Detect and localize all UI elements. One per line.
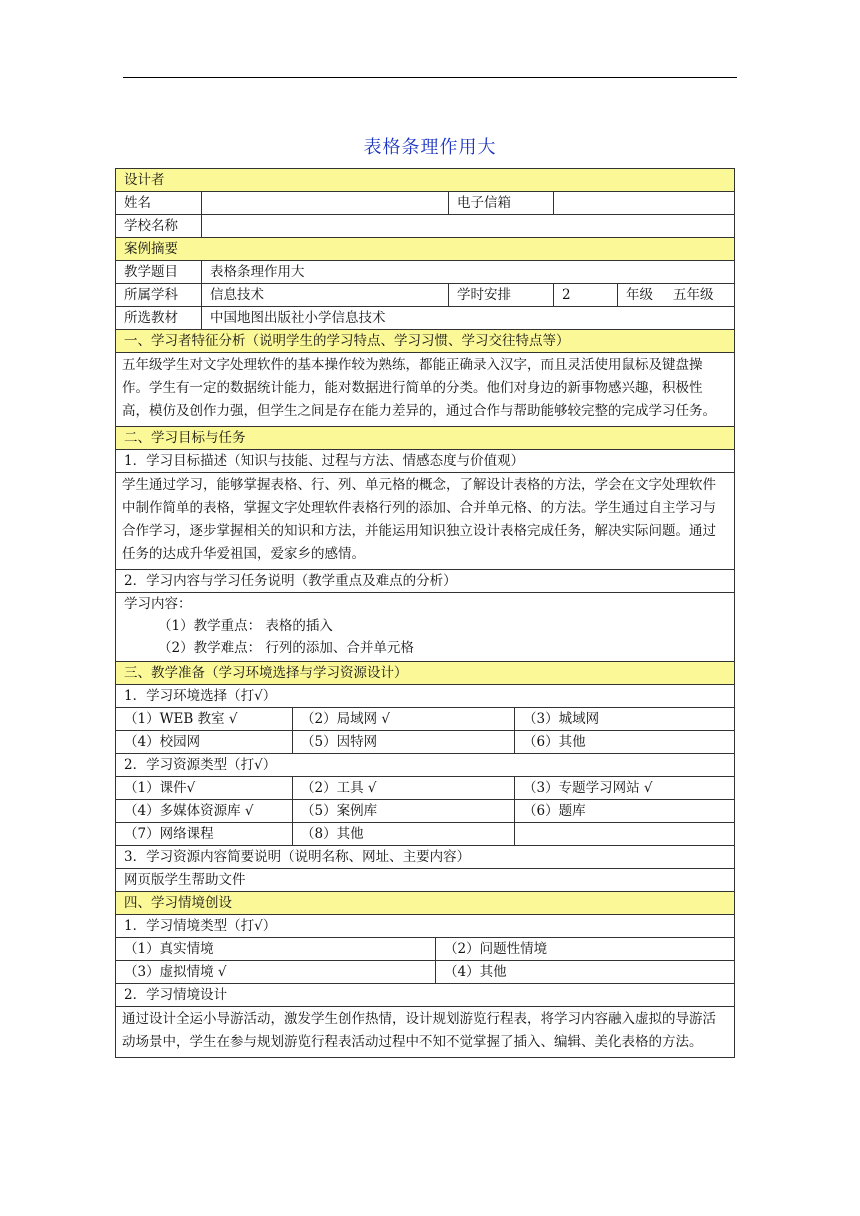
name-value[interactable] bbox=[202, 192, 449, 215]
designer-section: 设计者 bbox=[116, 169, 735, 192]
topic-label: 教学题目 bbox=[116, 261, 202, 284]
email-label: 电子信箱 bbox=[449, 192, 554, 215]
summary-section: 案例摘要 bbox=[116, 238, 735, 261]
env-heading: 1．学习环境选择（打√） bbox=[116, 685, 735, 708]
situation-option: （1）真实情境 bbox=[116, 938, 436, 961]
name-label: 姓名 bbox=[116, 192, 202, 215]
situation-table bbox=[115, 938, 735, 1058]
res-option: （3）专题学习网站 √ bbox=[515, 777, 735, 800]
prep-heading: 三、教学准备（学习环境选择与学习资源设计） bbox=[116, 662, 735, 685]
situation-design-text: 通过设计全运小导游活动，激发学生创作热情，设计规划游览行程表，将学习内容融入虚拟的导游活动场景中，学生在参与规划游览行程表活动过程中不知不觉掌握了插入、编辑、美化表格的方法。 bbox=[116, 1007, 735, 1058]
textbook-label: 所选教材 bbox=[116, 307, 202, 330]
situation-option: （4）其他 bbox=[436, 961, 735, 984]
subject-label: 所属学科 bbox=[116, 284, 202, 307]
grade-value: 五年级 bbox=[673, 287, 714, 303]
res-option: （1）课件√ bbox=[116, 777, 293, 800]
res-option bbox=[515, 823, 735, 846]
school-label: 学校名称 bbox=[116, 215, 202, 238]
res-option: （2）工具 √ bbox=[293, 777, 515, 800]
res-option: （4）多媒体资源库 √ bbox=[116, 800, 293, 823]
learner-text: 五年级学生对文字处理软件的基本操作较为熟练，都能正确录入汉字，而且灵活使用鼠标及键盘操作。学生有一定的数据统计能力，能对数据进行简单的分类。他们对身边的新事物感兴趣，积极性高，模仿及创作力强，但学生之间是存在能力差异的，通过合作与帮助能够较完整的完成学习任务。 bbox=[116, 353, 735, 427]
res-option: （6）题库 bbox=[515, 800, 735, 823]
header-rule bbox=[123, 77, 737, 78]
subject-value: 信息技术 bbox=[202, 284, 449, 307]
topic-value: 表格条理作用大 bbox=[202, 261, 735, 284]
desc-text: 网页版学生帮助文件 bbox=[116, 869, 735, 892]
info-table bbox=[115, 168, 735, 708]
env-option: （2）局域网 √ bbox=[293, 708, 515, 731]
env-option: （5）因特网 bbox=[293, 731, 515, 754]
key-point: （1）教学重点： 表格的插入 bbox=[158, 618, 333, 634]
situation-heading: 四、学习情境创设 bbox=[116, 892, 735, 915]
goals-heading: 二、学习目标与任务 bbox=[116, 427, 735, 450]
env-option: （1）WEB 教室 √ bbox=[116, 708, 293, 731]
school-value[interactable] bbox=[202, 215, 735, 238]
document-title: 表格条理作用大 bbox=[363, 137, 497, 158]
env-option: （4）校园网 bbox=[116, 731, 293, 754]
environment-table bbox=[115, 708, 735, 938]
difficult-point: （2）教学难点： 行列的添加、合并单元格 bbox=[158, 640, 414, 656]
grade-cell bbox=[618, 284, 735, 307]
situation-type-heading: 1．学习情境类型（打√） bbox=[116, 915, 735, 938]
grade-label: 年级 bbox=[626, 287, 653, 303]
goals-sub1: 1．学习目标描述（知识与技能、过程与方法、情感态度与价值观） bbox=[116, 450, 735, 473]
email-value[interactable] bbox=[554, 192, 735, 215]
res-heading: 2．学习资源类型（打√） bbox=[116, 754, 735, 777]
content-cell bbox=[116, 593, 735, 662]
hours-label: 学时安排 bbox=[449, 284, 554, 307]
situation-option: （3）虚拟情境 √ bbox=[116, 961, 436, 984]
goals-text: 学生通过学习，能够掌握表格、行、列、单元格的概念，了解设计表格的方法，学会在文字处理软件中制作简单的表格，掌握文字处理软件表格行列的添加、合并单元格、的方法。学生通过自主学习与合作学习，逐步掌握相关的知识和方法，并能运用知识独立设计表格完成任务，解决实际问题。通过任务的达成升华爱祖国，爱家乡的感情。 bbox=[116, 473, 735, 570]
textbook-value: 中国地图出版社小学信息技术 bbox=[202, 307, 735, 330]
hours-value: 2 bbox=[554, 284, 618, 307]
learner-heading: 一、学习者特征分析（说明学生的学习特点、学习习惯、学习交往特点等） bbox=[116, 330, 735, 353]
res-option: （7）网络课程 bbox=[116, 823, 293, 846]
content-label: 学习内容： bbox=[124, 596, 192, 612]
situation-design-heading: 2．学习情境设计 bbox=[116, 984, 735, 1007]
res-option: （5）案例库 bbox=[293, 800, 515, 823]
goals-sub2: 2．学习内容与学习任务说明（教学重点及难点的分析） bbox=[116, 570, 735, 593]
env-option: （6）其他 bbox=[515, 731, 735, 754]
desc-heading: 3．学习资源内容简要说明（说明名称、网址、主要内容） bbox=[116, 846, 735, 869]
situation-option: （2）问题性情境 bbox=[436, 938, 735, 961]
lesson-plan-table bbox=[115, 168, 734, 1058]
res-option: （8）其他 bbox=[293, 823, 515, 846]
env-option: （3）城域网 bbox=[515, 708, 735, 731]
